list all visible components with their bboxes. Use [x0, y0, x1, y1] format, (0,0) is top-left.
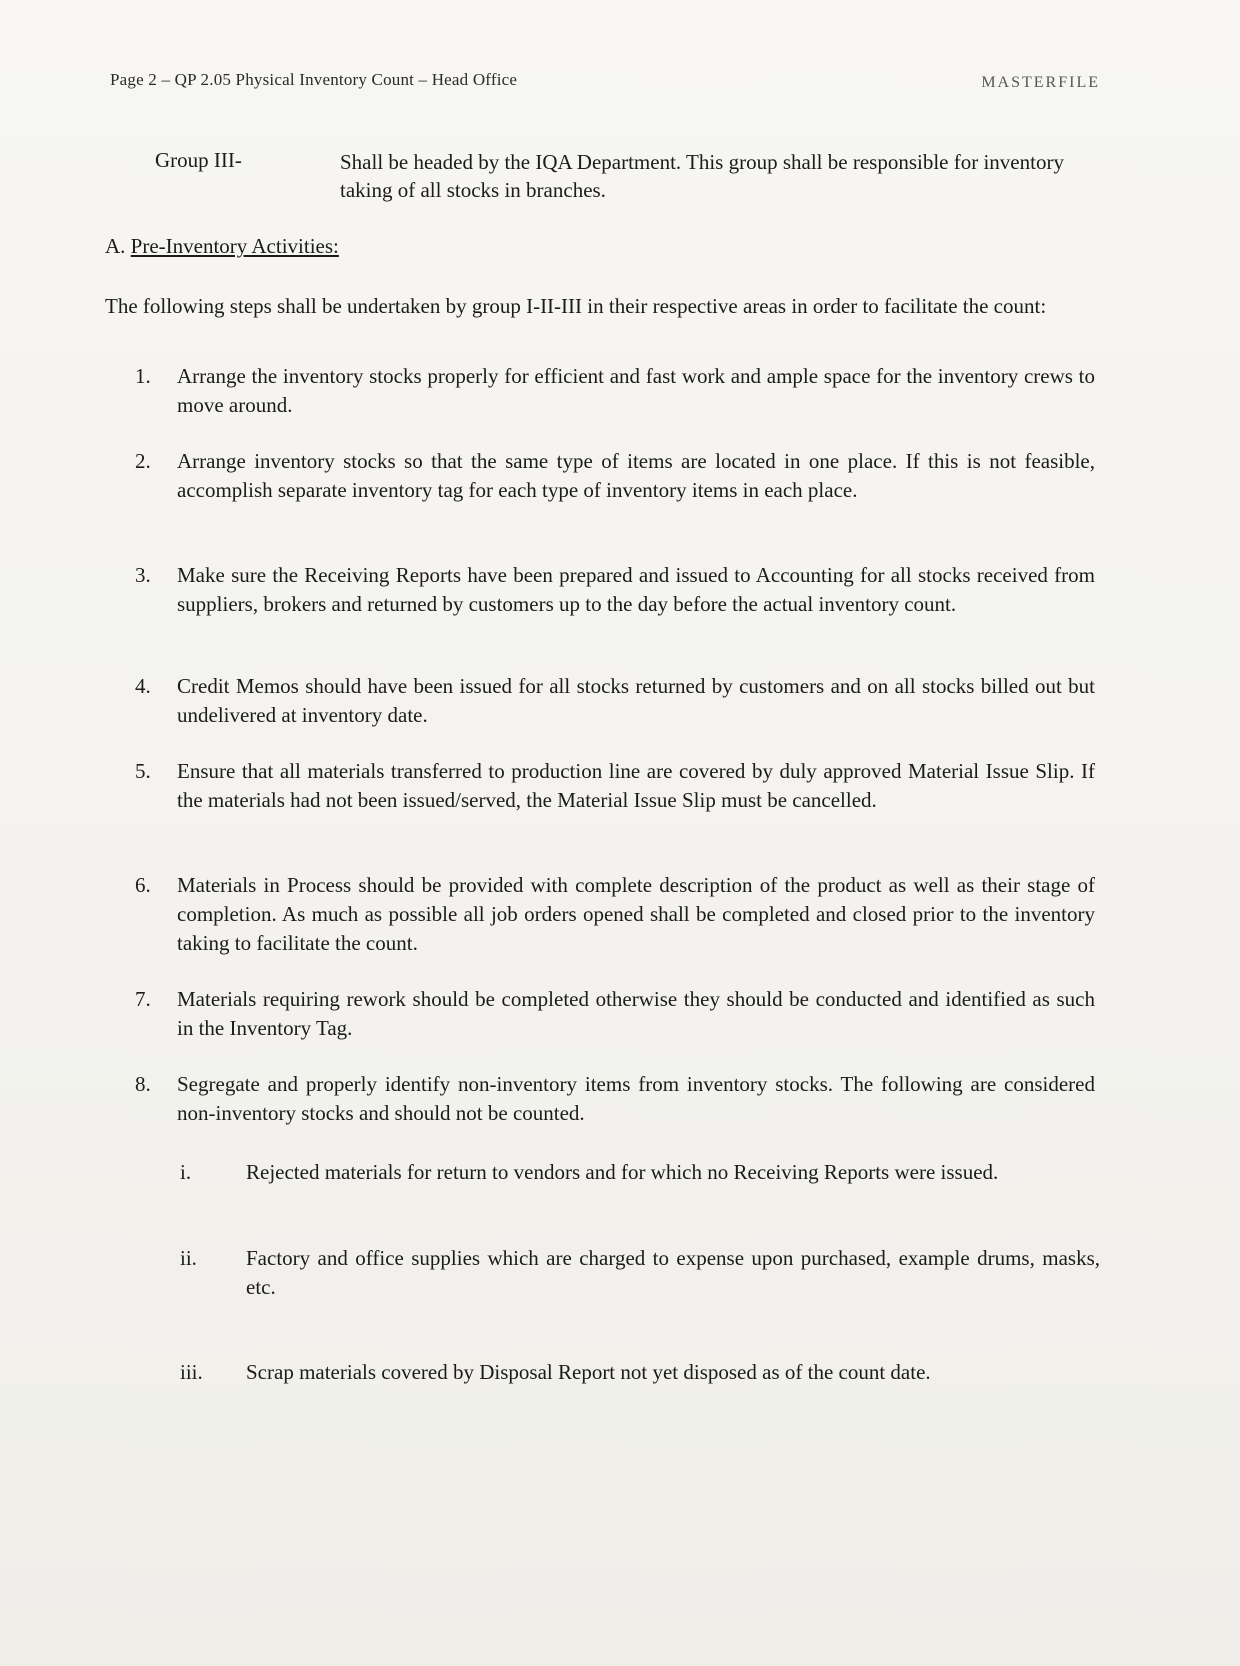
group-label: Group III- — [155, 148, 242, 172]
page-header-masterfile: MASTERFILE — [981, 74, 1100, 91]
sub-list-item-number: iii. — [180, 1360, 203, 1384]
sub-list-item-text: Factory and office supplies which are charged to expense upon purchased, example drums, masks, etc. — [246, 1246, 1100, 1299]
list-item-number: 8. — [135, 1072, 151, 1096]
list-item-text: Ensure that all materials transferred to production line are covered by duly approved Material Issue Slip. If the materials had not been issued/served, the Material Issue Slip must be cancelled. — [177, 759, 1095, 812]
section-letter: A. — [105, 234, 126, 258]
list-item-text: Credit Memos should have been issued for all stocks returned by customers and on all stocks billed out but undelivered at inventory date. — [177, 674, 1095, 727]
sub-list-item-number: ii. — [180, 1246, 197, 1270]
list-item-number: 4. — [135, 674, 151, 698]
list-item-number: 7. — [135, 987, 151, 1011]
list-item-text: Segregate and properly identify non-inventory items from inventory stocks. The following are considered non-inventory stocks and should not be counted. — [177, 1072, 1095, 1125]
list-item-number: 6. — [135, 873, 151, 897]
section-title: Pre-Inventory Activities: — [130, 234, 339, 258]
page-header-title: Page 2 – QP 2.05 Physical Inventory Count – Head Office — [110, 70, 518, 89]
sub-list-item-number: i. — [180, 1160, 192, 1184]
list-item-text: Arrange inventory stocks so that the same type of items are located in one place. If this is not feasible, accomplish separate inventory tag for each type of inventory items in each place. — [177, 449, 1095, 502]
list-item-text: Materials requiring rework should be completed otherwise they should be conducted and identified as such in the Inventory Tag. — [177, 987, 1095, 1040]
list-item-number: 3. — [135, 563, 151, 587]
intro-paragraph: The following steps shall be undertaken by group I-II-III in their respective areas in order to facilitate the count: — [105, 294, 1047, 318]
list-item-number: 1. — [135, 364, 151, 388]
list-item-text: Materials in Process should be provided with complete description of the product as well as their stage of completion. As much as possible all job orders opened shall be completed and closed prior to the inventory taking to facilitate the count. — [177, 873, 1095, 955]
sub-list-item-text: Scrap materials covered by Disposal Report not yet disposed as of the count date. — [246, 1360, 931, 1384]
list-item-number: 5. — [135, 759, 151, 783]
list-item-number: 2. — [135, 449, 151, 473]
list-item-text: Arrange the inventory stocks properly for efficient and fast work and ample space for the inventory crews to move around. — [177, 364, 1095, 417]
section-heading — [105, 234, 339, 259]
list-item-text: Make sure the Receiving Reports have been prepared and issued to Accounting for all stocks received from suppliers, brokers and returned by customers up to the day before the actual inventory count. — [177, 563, 1095, 616]
group-description: Shall be headed by the IQA Department. This group shall be responsible for inventory taking of all stocks in branches. — [340, 150, 1064, 202]
sub-list-item-text: Rejected materials for return to vendors and for which no Receiving Reports were issued. — [246, 1160, 999, 1184]
